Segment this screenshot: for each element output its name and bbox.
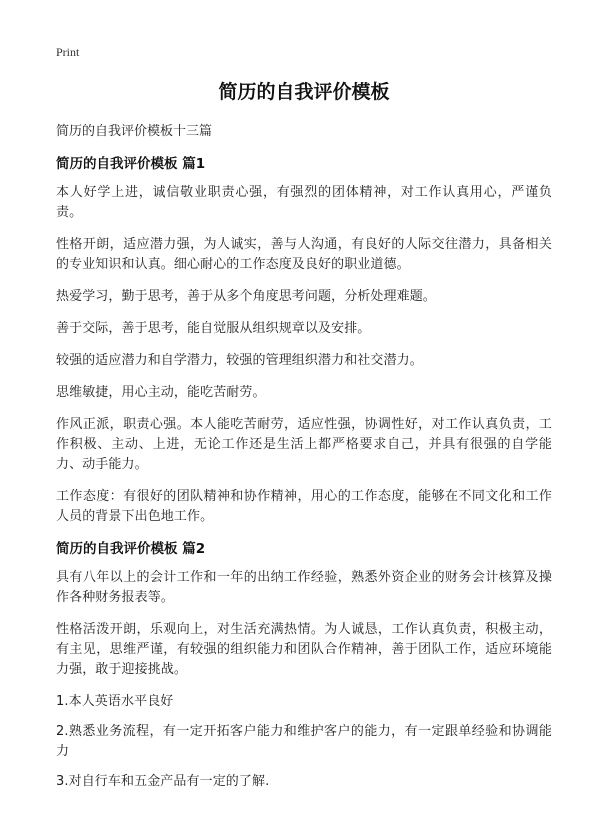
- section-heading: 简历的自我评价模板 篇2: [56, 541, 206, 557]
- paragraph: 思维敏捷，用心主动，能吃苦耐劳。: [56, 385, 266, 400]
- document-title: 简历的自我评价模板: [218, 81, 390, 103]
- paragraph: 性格活泼开朗，乐观向上，对生活充满热情。为人诚恳，工作认真负责，积极主动，有主见，思维严谨，有较强的组织能力和团队合作精神，善于团队工作，适应环境能力强，敢于迎接挑战。: [56, 622, 552, 677]
- paragraph: 工作态度：有很好的团队精神和协作精神，用心的工作态度，能够在不同文化和工作人员的背景下出色地工作。: [56, 489, 552, 524]
- paragraph: 性格开朗，适应潜力强，为人诚实，善与人沟通，有良好的人际交往潜力，具备相关的专业知识和认真。细心耐心的工作态度及良好的职业道德。: [56, 237, 552, 272]
- section-2: [56, 539, 552, 792]
- section-heading: 简历的自我评价模板 篇1: [56, 156, 206, 172]
- paragraph: 本人好学上进，诚信敬业职责心强，有强烈的团体精神，对工作认真用心，严谨负责。: [56, 185, 552, 220]
- list-item: 1.本人英语水平良好: [56, 694, 174, 709]
- paragraph: 具有八年以上的会计工作和一年的出纳工作经验，熟悉外资企业的财务会计核算及操作各种财务报表等。: [56, 570, 552, 605]
- paragraph: 较强的适应潜力和自学潜力，较强的管理组织潜力和社交潜力。: [56, 353, 423, 368]
- document-subtitle: 简历的自我评价模板十三篇: [56, 124, 213, 139]
- paragraph: 热爱学习，勤于思考，善于从多个角度思考问题，分析处理难题。: [56, 289, 436, 304]
- section-1: [56, 154, 552, 527]
- list-item: 2.熟悉业务流程，有一定开拓客户能力和维护客户的能力，有一定跟单经验和协调能力: [56, 724, 552, 759]
- paragraph: 善于交际，善于思考，能自觉服从组织规章以及安排。: [56, 321, 371, 336]
- list-item: 3.对自行车和五金产品有一定的了解.: [56, 774, 270, 789]
- print-link[interactable]: Print: [56, 45, 80, 59]
- paragraph: 作风正派，职责心强。本人能吃苦耐劳，适应性强，协调性好，对工作认真负责，工作积极、主动、上进，无论工作还是生活上都严格要求自己，并具有很强的自学能力、动手能力。: [56, 417, 552, 472]
